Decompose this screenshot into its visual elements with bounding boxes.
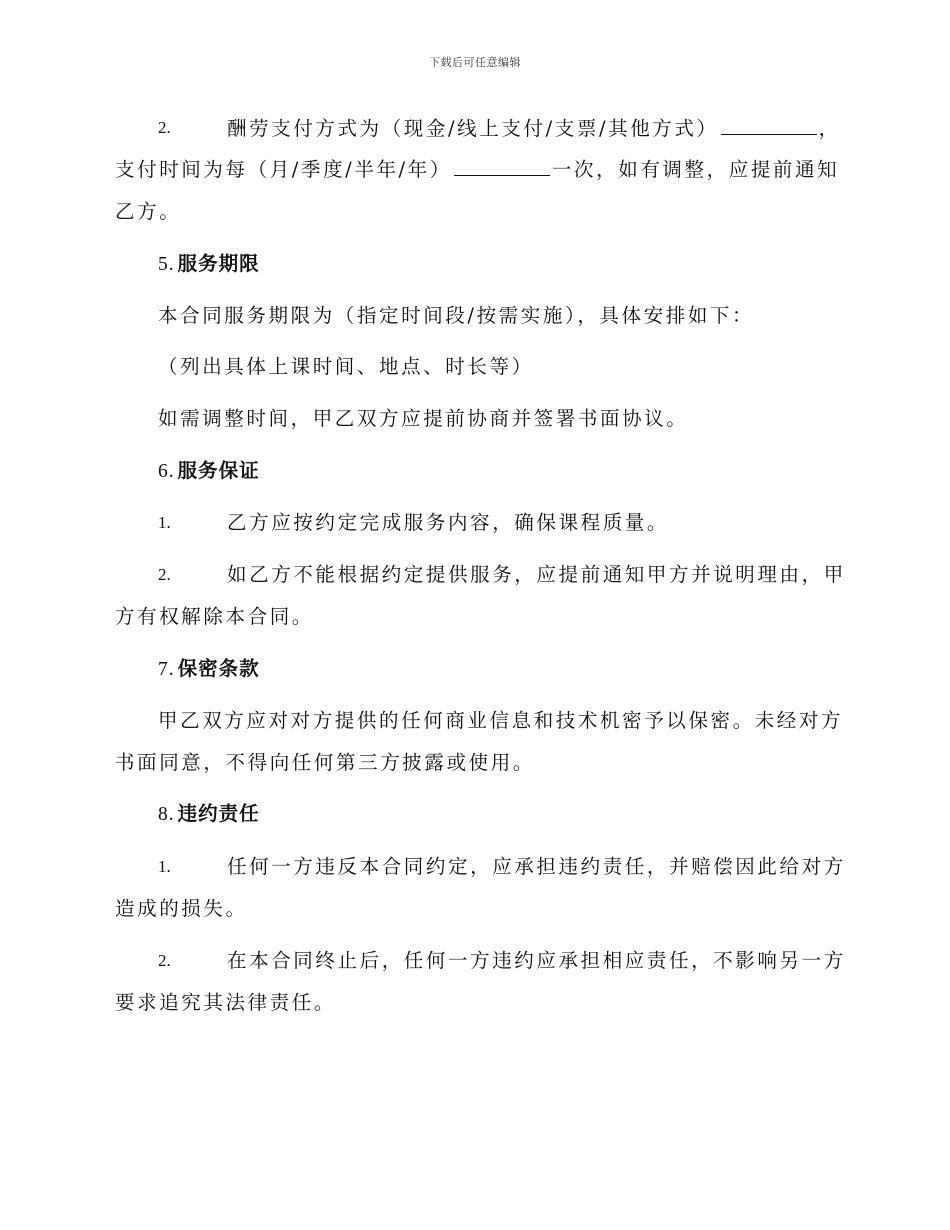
section-heading-5 bbox=[158, 250, 260, 279]
section6-item-2-line-1: 如乙方不能根据约定提供服务，应提前通知甲方并说明理由，甲 bbox=[227, 563, 846, 586]
section8-item-2-line-2: 要求追究其法律责任。 bbox=[115, 991, 337, 1014]
page-header: 下载后可任意编辑 bbox=[429, 56, 521, 69]
section-heading-6 bbox=[158, 457, 260, 486]
section5-paragraph-3: 如需调整时间，甲乙双方应提前协商并签署书面协议。 bbox=[158, 407, 689, 430]
payment-time-blank[interactable] bbox=[454, 155, 550, 176]
section8-item-2-line-1: 在本合同终止后，任何一方违约应承担相应责任，不影响另一方 bbox=[227, 949, 846, 972]
section8-item-1-line-2: 造成的损失。 bbox=[115, 897, 248, 920]
section6-item-2-number: 2. bbox=[158, 565, 171, 584]
section-heading-8 bbox=[158, 800, 260, 829]
payment-line-2 bbox=[115, 155, 840, 184]
section-title: 违约责任 bbox=[177, 802, 260, 825]
payment-method-text: 酬劳支付方式为（现金/线上支付/支票/其他方式） bbox=[227, 117, 719, 140]
section-number: 5. bbox=[158, 254, 175, 275]
section6-item-1-text: 乙方应按约定完成服务内容，确保课程质量。 bbox=[227, 511, 670, 534]
section-title: 服务保证 bbox=[177, 459, 260, 482]
section8-item-1-line-1: 任何一方违反本合同约定，应承担违约责任，并赔偿因此给对方 bbox=[227, 855, 846, 878]
section8-item-2-number: 2. bbox=[158, 951, 171, 970]
payment-item-number: 2. bbox=[158, 118, 171, 137]
section5-paragraph-2: （列出具体上课时间、地点、时长等） bbox=[158, 355, 534, 378]
section6-item-1-number: 1. bbox=[158, 513, 171, 532]
section-heading-7 bbox=[158, 655, 260, 684]
section5-paragraph-1: 本合同服务期限为（指定时间段/按需实施），具体安排如下： bbox=[158, 304, 755, 327]
payment-line-1-end: ， bbox=[818, 117, 841, 140]
section6-item-2-line-2: 方有权解除本合同。 bbox=[115, 605, 314, 628]
section7-line-2: 书面同意，不得向任何第三方披露或使用。 bbox=[115, 751, 535, 774]
section-number: 8. bbox=[158, 804, 175, 825]
payment-line-2-end: 一次，如有调整，应提前通知 bbox=[551, 158, 840, 181]
section8-item-1-number: 1. bbox=[158, 857, 171, 876]
section-title: 保密条款 bbox=[177, 657, 260, 680]
section-number: 7. bbox=[158, 659, 175, 680]
payment-line-1 bbox=[227, 114, 841, 143]
payment-time-text: 支付时间为每（月/季度/半年/年） bbox=[115, 158, 452, 181]
section7-line-1: 甲乙双方应对对方提供的任何商业信息和技术机密予以保密。未经对方 bbox=[158, 709, 844, 732]
payment-line-3: 乙方。 bbox=[115, 200, 182, 223]
section-number: 6. bbox=[158, 461, 175, 482]
section-title: 服务期限 bbox=[177, 252, 260, 275]
payment-method-blank[interactable] bbox=[721, 114, 817, 135]
